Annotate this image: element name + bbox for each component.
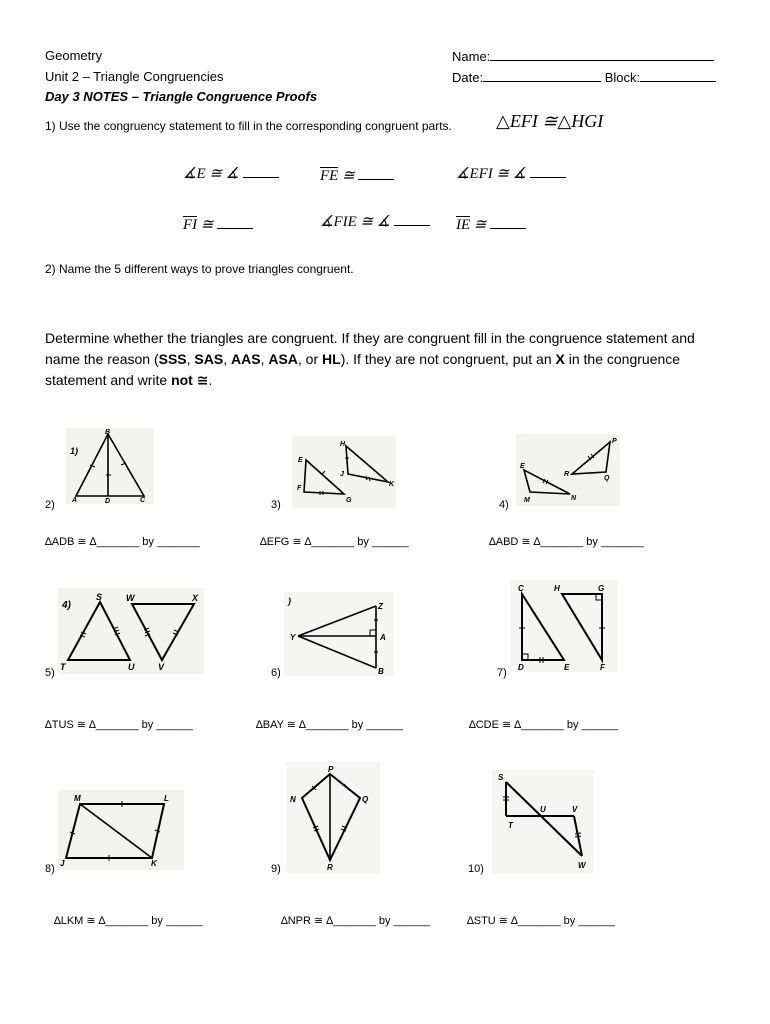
reason-asa: ASA [268,351,298,367]
reason-sss: SSS [158,351,187,367]
vertex-r: R [564,471,570,478]
problem-5-number: 5) [45,667,55,679]
problem-3-number: 3) [271,499,281,511]
vertex-v: V [158,662,165,672]
date-label: Date: [452,70,484,85]
vertex-t: T [508,821,513,830]
block-label: Block: [604,70,641,85]
vertex-k: K [151,859,157,868]
part-segment-fe-blank[interactable] [358,167,394,180]
congruence-statement: △EFI ≅△HGI [496,111,604,131]
fig1-number: 1) [70,446,79,456]
vertex-a: A [72,497,78,504]
figure-triangles-efg-hjk [292,436,396,508]
figure-triangles-stu-wvu [492,770,594,874]
vertex-e: E [564,663,570,672]
part-angle-fie-label: ∡FIE ≅ ∡ [320,214,395,230]
sep3: , [260,351,269,367]
vertex-u: U [128,662,135,672]
vertex-p: P [612,438,617,445]
part-angle-fie-blank[interactable] [394,213,430,226]
date-blank[interactable] [483,69,601,82]
problem-4-number: 4) [499,499,509,511]
cong-symbol: ≅ [342,168,355,184]
vertex-p: P [328,765,334,774]
vertex-y: Y [290,633,296,642]
vertex-b: B [105,429,111,436]
course-name: Geometry [45,48,103,63]
page-title: Day 3 NOTES – Triangle Congruence Proofs [45,89,318,104]
problem-9-statement[interactable]: ∆NPR ≅ ∆_______ by ______ [281,915,431,927]
vertex-a: A [380,633,386,642]
vertex-m: M [74,794,81,803]
part-angle-efi-blank[interactable] [530,165,566,178]
question-1-text: 1) Use the congruency statement to fill in the corresponding congruent parts. [45,119,452,133]
figure-triangles-bay-zay [284,592,394,676]
reason-hl: HL [322,351,341,367]
part-angle-efi-label: ∡EFI ≅ ∡ [456,166,531,182]
vertex-x: X [192,593,199,603]
vertex-r: R [327,863,333,872]
figure-triangles-cde-fgh [510,580,618,672]
vertex-d: D [105,498,111,504]
vertex-q: Q [604,475,610,482]
problem-2-number: 2) [45,499,55,511]
vertex-q: Q [362,795,369,804]
vertex-c: C [140,497,146,504]
vertex-c: C [518,584,524,593]
vertex-f: F [600,663,605,672]
problem-7-statement[interactable]: ∆CDE ≅ ∆_______ by ______ [469,719,619,731]
vertex-u: U [540,805,546,814]
name-field[interactable] [452,48,714,64]
problem-4-statement[interactable]: ∆ABD ≅ ∆_______ by _______ [489,536,644,548]
problem-10-number: 10) [468,863,484,875]
vertex-w: W [578,861,586,870]
date-field[interactable] [452,69,716,85]
problem-6-statement[interactable]: ∆BAY ≅ ∆_______ by ______ [256,719,404,731]
vertex-d: D [518,663,524,672]
segment-fe-label: FE [320,168,339,184]
unit-title: Unit 2 – Triangle Congruencies [45,69,224,84]
vertex-w: W [126,593,135,603]
block-blank[interactable] [640,69,716,82]
part-segment-ie-blank[interactable] [490,216,526,229]
vertex-b: B [378,667,384,676]
vertex-t: T [60,662,66,672]
vertex-n: N [571,495,577,502]
sep1: , [186,351,195,367]
vertex-l: L [164,794,169,803]
instructions-part2: ). If they are not congruent, put an [340,351,556,367]
part-angle-efi[interactable] [456,164,566,183]
vertex-j: J [340,471,344,478]
vertex-h: H [554,584,560,593]
part-angle-e-label: ∡E ≅ ∡ [183,166,243,182]
figure-kite-npqr [286,762,380,874]
vertex-h: H [340,441,346,448]
problem-10-statement[interactable]: ∆STU ≅ ∆_______ by ______ [467,915,616,927]
reason-aas: AAS [231,351,261,367]
cong-symbol: ≅ [200,217,214,233]
figure-parallelogram-jklm [58,790,184,870]
problem-9-number: 9) [271,863,281,875]
figure-triangle-abd [66,428,154,504]
problem-8-number: 8) [45,863,55,875]
problem-5-statement[interactable]: ∆TUS ≅ ∆_______ by ______ [45,719,194,731]
name-blank[interactable] [490,48,714,61]
part-segment-fi-blank[interactable] [217,216,253,229]
sep4: , or [297,351,323,367]
instructions-part1: Determine whether the triangles are congruent. If they are congruent fill in the congruence statement and name the reason ( [45,330,695,367]
problem-7-number: 7) [497,667,507,679]
vertex-z: Z [378,602,383,611]
vertex-g: G [346,497,352,504]
problem-2-statement[interactable]: ∆ADB ≅ ∆_______ by _______ [45,536,200,548]
vertex-k: K [389,481,395,488]
vertex-j: J [60,859,65,868]
vertex-v: V [572,805,578,814]
instructions-end: . [208,372,213,388]
vertex-m: M [524,497,530,504]
vertex-e: E [298,457,303,464]
vertex-n: N [290,795,296,804]
problem-3-statement[interactable]: ∆EFG ≅ ∆_______ by ______ [260,536,409,548]
figure-triangles-tus-vwx [58,588,204,674]
x-mark: X [555,351,565,367]
fig4-number: 4) [62,600,71,611]
instructions-part3: in the congruence statement and write [45,351,681,388]
name-label: Name: [452,49,491,64]
vertex-f: F [297,485,302,492]
vertex-e: E [520,463,525,470]
sep2: , [223,351,231,367]
vertex-g: G [598,584,605,593]
part-angle-e-blank[interactable] [243,165,279,178]
part-angle-fie[interactable] [320,212,430,231]
instructions [45,328,715,391]
fig5-number: ) [288,596,291,606]
not-congruent: not ≅ [171,372,209,388]
problem-6-number: 6) [271,667,281,679]
figure-triangles-emn-pqr [516,434,620,506]
part-segment-ie[interactable] [456,215,526,234]
vertex-s: S [96,592,103,602]
reason-sas: SAS [194,351,224,367]
segment-ie-label: IE [456,217,471,233]
question-2-text: 2) Name the 5 different ways to prove triangles congruent. [45,262,354,276]
segment-fi-label: FI [183,217,198,233]
cong-symbol: ≅ [473,217,487,233]
part-segment-fe[interactable] [320,166,394,185]
part-angle-e[interactable] [183,164,279,183]
problem-8-statement[interactable]: ∆LKM ≅ ∆_______ by ______ [54,915,203,927]
vertex-s: S [498,773,504,782]
part-segment-fi[interactable] [183,215,253,234]
